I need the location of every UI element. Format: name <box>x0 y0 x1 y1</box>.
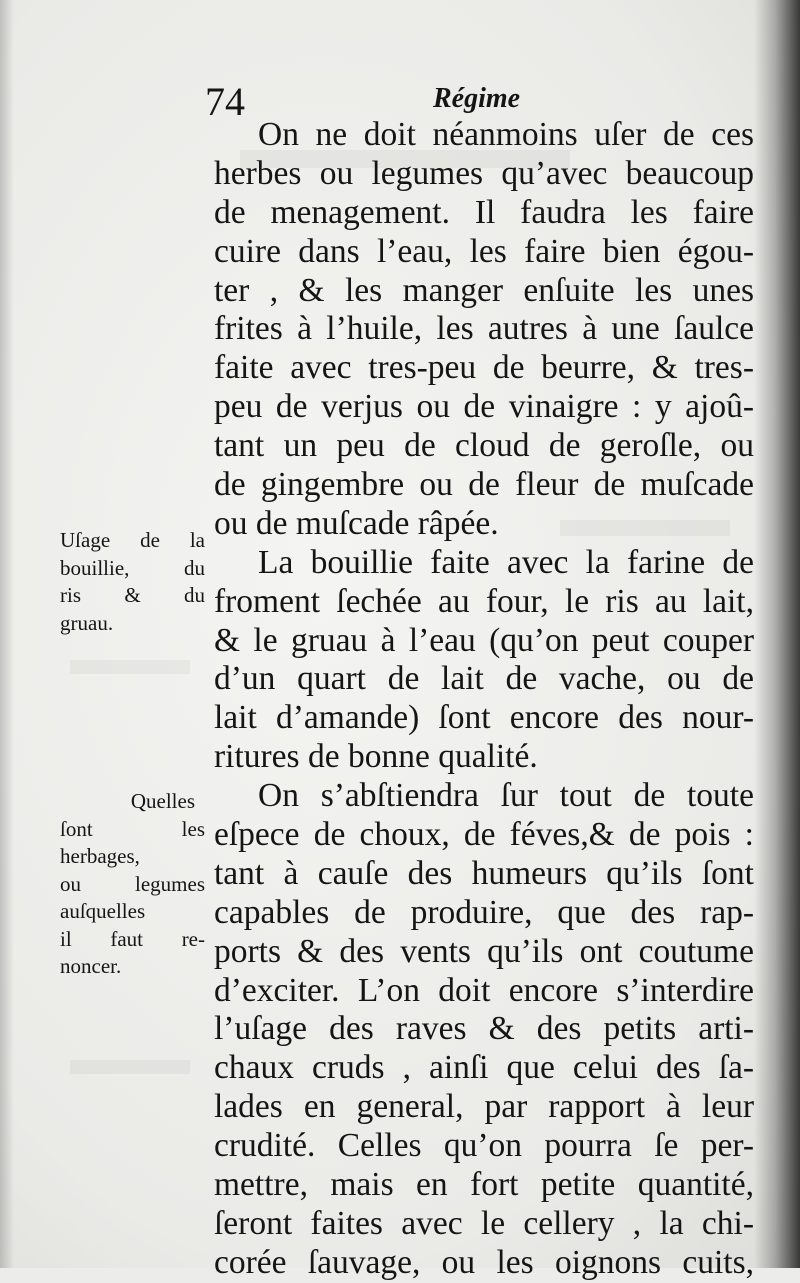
text-line: tant à cauſe des humeurs qu’ils ſont <box>214 854 754 892</box>
page-gutter-shadow <box>754 0 800 1268</box>
text-line: ports & des vents qu’ils ont coutume <box>214 932 754 970</box>
text-line: ſeront faites avec le cellery , la chi- <box>214 1204 754 1242</box>
margin-note-line: il faut re- <box>60 926 205 951</box>
text-line: ou de muſcade râpée. <box>214 504 499 542</box>
text-line: ritures de bonne qualité. <box>214 738 538 776</box>
margin-note-herbages <box>60 788 205 981</box>
text-line: d’un quart de lait de vache, ou de <box>214 660 754 698</box>
text-line: La bouillie faite avec la farine de <box>258 543 754 581</box>
text-line: On ne doit néanmoins uſer de ces <box>258 116 754 153</box>
margin-note-line: auſquelles <box>60 899 146 923</box>
text-line: tant un peu de cloud de geroſle, ou <box>214 427 754 465</box>
bleed-through-mark <box>70 660 190 674</box>
text-line: crudité. Celles qu’on pourra ſe per- <box>214 1127 754 1165</box>
text-line: peu de verjus ou de vinaigre : y ajoû- <box>214 388 754 426</box>
text-line: herbes ou legumes qu’avec beaucoup <box>214 154 754 192</box>
page-number: 74 <box>205 79 245 124</box>
text-line: lades en general, par rapport à leur <box>214 1088 754 1126</box>
text-line: & le gruau à l’eau (qu’on peut couper <box>214 621 754 659</box>
text-line: cuire dans l’eau, les faire bien égou- <box>214 232 754 270</box>
text-line: capables de produire, que des rap- <box>214 893 754 931</box>
text-line: froment ſechée au four, le ris au lait, <box>214 582 754 620</box>
margin-note-line: Uſage de la <box>60 528 205 552</box>
margin-note-line: gruau. <box>60 610 114 635</box>
text-line: de menagement. Il faudra les faire <box>214 193 754 231</box>
margin-note-bouillie <box>60 527 205 637</box>
text-line: lait d’amande) ſont encore des nour- <box>214 699 754 737</box>
margin-note-line: Quelles <box>130 789 195 813</box>
text-line: frites à l’huile, les autres à une ſaulce <box>214 310 754 348</box>
text-line: ter , & les manger enſuite les unes <box>214 271 754 309</box>
text-line: corée ſauvage, ou les oignons cuits, <box>214 1243 754 1281</box>
text-line: eſpece de choux, de féves,& de pois : <box>214 816 754 854</box>
text-line: mettre, mais en fort petite quantité, <box>214 1166 754 1204</box>
margin-note-line: ou legumes <box>60 871 205 896</box>
running-head: Régime <box>433 83 521 114</box>
bleed-through-mark <box>70 1060 190 1074</box>
text-line: de gingembre ou de fleur de muſcade <box>214 466 754 504</box>
text-line: On s’abſtiendra ſur tout de toute <box>258 777 754 815</box>
text-line: faite avec tres-peu de beurre, & tres- <box>214 349 754 387</box>
margin-note-line: ris & du <box>60 583 205 607</box>
page-left-shadow <box>0 0 14 1268</box>
text-line: chaux cruds , ainſi que celui des ſa- <box>214 1049 754 1087</box>
margin-note-line: noncer. <box>60 954 122 978</box>
margin-note-line: bouillie, du <box>60 555 205 580</box>
text-line: d’exciter. L’on doit encore s’interdire <box>214 971 754 1009</box>
margin-note-line: ſont les <box>60 816 205 841</box>
main-text-column <box>214 116 754 1283</box>
text-line: l’uſage des raves & des petits arti- <box>214 1010 754 1048</box>
margin-note-line: herbages, <box>60 844 140 868</box>
